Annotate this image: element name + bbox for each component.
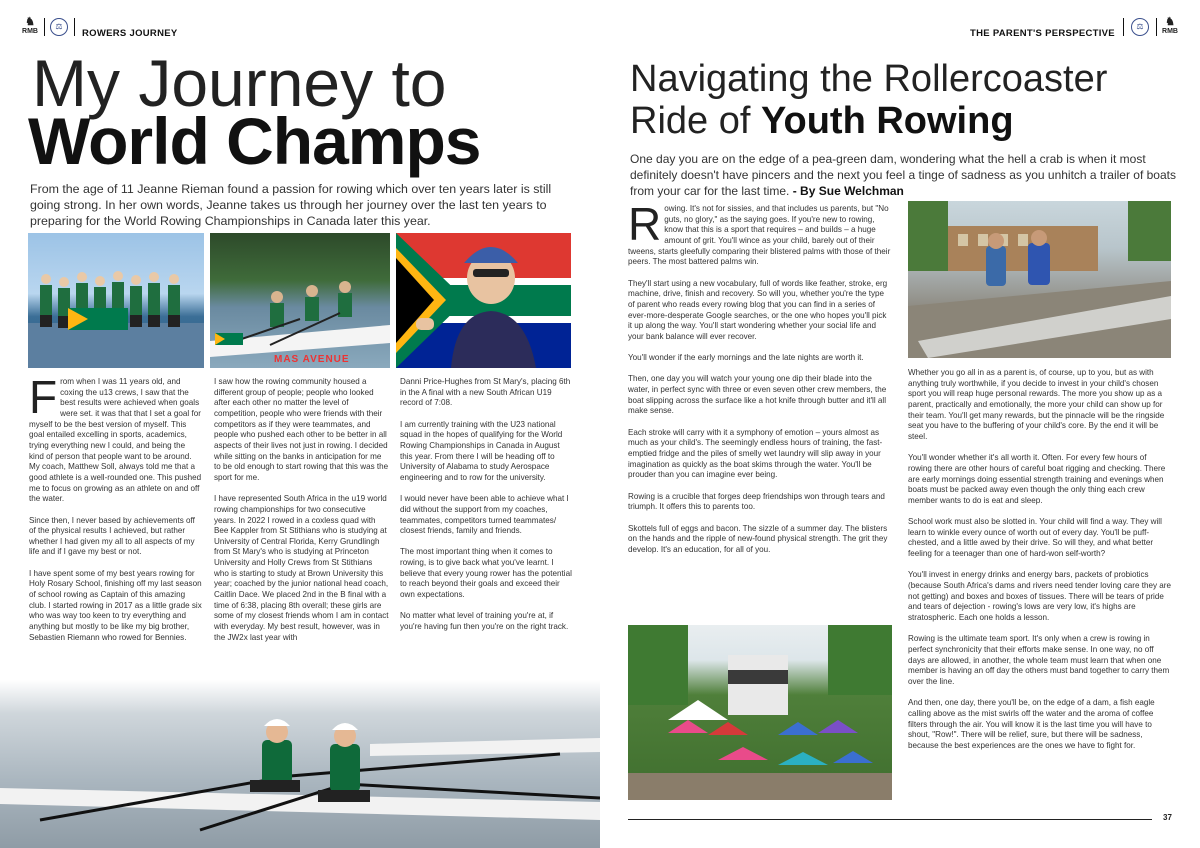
rmb-logo: ♞ RMB <box>22 16 38 35</box>
drop-cap: R <box>628 198 662 250</box>
paragraph: I am currently training with the U23 national squad in the hopes of qualifying for the World Rowing Championships in Canada in August this year. From there I will be heading off to University of Alabama to study Aerospace engineering and to row for the university. <box>400 419 563 482</box>
text-column-1 <box>628 198 892 566</box>
article-title-line1: My Journey to <box>32 46 447 120</box>
paragraph: Rowing is the ultimate team sport. It's only when a crew is rowing in perfect synchronicity that their efforts make sense. In one way, no off days are allowed, in another, the whole team must learn that when one member is having an off day the others must band together to carry them over the line. <box>908 634 1170 686</box>
paragraph: owing. It's not for sissies, and that includes us parents, but "No guts, no glory," as the saying goes. If you're new to rowing, know that this is a sport that requires – and builds – a huge amount of grit. You'll wince as your child, barely out of their tweens, starts gleefully comparing their blistered palms with those of their peers. The most battered palms win. <box>628 204 891 267</box>
rmb-logo: ♞ RMB <box>1162 16 1178 35</box>
footer-rule <box>628 819 1152 820</box>
sa-flag-backdrop <box>396 233 571 368</box>
text-column-3 <box>400 377 572 643</box>
boat-rigging-scene <box>908 201 1171 358</box>
paragraph: Each stroke will carry with it a symphony of emotion – yours almost as much as your child's. The seemingly endless hours of training, the fast-emptied fridge and the piles of smelly wet laundry will slip away in your imagination as quickly as the boat skims through the water. You'll be prouder than you can imagine ever being. <box>628 427 883 480</box>
drop-cap: F <box>29 371 58 423</box>
paragraph: School work must also be slotted in. Your child will find a way. They will learn to winkle every ounce of worth out of every day. You'll be puff-chested, and a little awed by their drive. So will they, and what better feeling for a teenager than one of hard-won self-worth? <box>908 517 1162 559</box>
paragraph: The most important thing when it comes to rowing, is to give back what you've learnt. I believe that every young rower has the potential to reach beyond their goals and exceed their own expectations. <box>400 547 572 600</box>
section-label: THE PARENT'S PERSPECTIVE <box>970 28 1115 39</box>
header-divider <box>1123 18 1124 36</box>
paragraph: Rowing is a crucible that forges deep friendships won through tears and triumph. It offers this to parents too. <box>628 491 885 512</box>
boat-rigging-photo <box>908 201 1171 358</box>
header-divider <box>1156 18 1157 36</box>
double-sculls-photo <box>0 680 600 848</box>
paragraph: You'll invest in energy drinks and energy bars, packets of probiotics (because South Africa's dams and rivers need tender loving care they are not getting) and boxes and boxes of tissues. There will be tears of pride and tears of dejection - rowing's lows are very low, it's highs are stratospheric. Each one holds a lesson. <box>908 570 1171 623</box>
article-title-line2: Ride of Youth Rowing <box>630 100 1014 142</box>
club-crest-icon: ⚖ <box>50 18 68 36</box>
paragraph: Whether you go all in as a parent is, of course, up to you, but as with anything truly worthwhile, if you decide to invest in your child's chosen sport you will reap huge personal rewards. The more you show up as a parent, practically and emotionally, the more your child can show up for their team. You'll get many rewards, but the pinnacle will be the ringside seat you have to the buffering of your child's core. By the end it will be steel. <box>908 368 1165 441</box>
article-title-line2: World Champs <box>28 104 481 178</box>
header-divider <box>74 18 75 36</box>
paragraph: They'll start using a new vocabulary, full of words like feather, stroke, erg machine, drive, finish and recovery. So will you, whether you're the type of parent who reads every rowing blog that you can find in a series of ever-more-desperate Google searches, or the one who hopes you'll pick it up along the way. You'll start wondering whether your social life and your bank balance will ever recover. <box>628 278 888 341</box>
photo-watermark: MAS AVENUE <box>274 354 350 365</box>
paragraph: I saw how the rowing community housed a different group of people; people who looked after each other no matter the level of competition, people who were friends with their competitors as if they were teammates, and people who pushed each other to be better in all aspects of their lives not just in rowing. I decided while sitting on the banks in anticipation for me to be old enough to start rowing that this was the sport for me. <box>214 377 389 482</box>
paragraph: You'll wonder whether it's all worth it. Often. For every few hours of rowing there are other hours of careful boat rigging and checking. There are early mornings doing essential strength training and evenings when boats must be packed away even though the only thing each crew member wants to do is eat and sleep. <box>908 453 1166 505</box>
header-divider <box>44 18 45 36</box>
paragraph: Skottels full of eggs and bacon. The sizzle of a summer day. The blisters on the hands and the ripple of new-found physical strength. The grit they develop. It's an education, for all of you. <box>628 523 888 554</box>
paragraph: No matter what level of training you're at, if you're having fun then you're on the right track. <box>400 611 569 632</box>
paragraph: Danni Price-Hughes from St Mary's, placing 6th in the A final with a new South African U19 record of 7:08. <box>400 377 571 408</box>
race-photo <box>210 233 390 368</box>
paragraph: I would never have been able to achieve what I did without the support from my coaches, teammates, competitors turned teammates/ closest friends, family and friends. <box>400 494 569 536</box>
page-number: 37 <box>1163 813 1172 822</box>
text-column-2 <box>908 368 1172 762</box>
text-column-2 <box>214 377 389 654</box>
paragraph: You'll wonder if the early mornings and the late nights are worth it. <box>628 353 864 363</box>
race-photo-boat <box>210 233 390 368</box>
text-column-1 <box>29 371 202 654</box>
article-title-highlight: Youth Rowing <box>760 100 1014 142</box>
regatta-scene <box>628 625 892 800</box>
club-crest-icon: ⚖ <box>1131 18 1149 36</box>
paragraph: I have spent some of my best years rowing for Holy Rosary School, finishing off my last season of school rowing as Captain of this amazing club. I started rowing in 2017 as a little grade six who was way too keen to try everything and anything but mostly to be like my big brother, Sebastien Riemann who rowed for Bennies. <box>29 568 202 642</box>
paragraph: rom when I was 11 years old, and coxing the u13 crews, I saw that the best results were achieved when goals were set. it was that that I set a goal for myself to be the best version of myself. This goal entailed excelling in sports, academics, trying everything new I could, and being the kind of person that people want to be around. My coach, Matthew Soll, always told me that a good athlete is a well-rounded one. This pushed me to focus on growing as an athlete on and off the water. <box>29 377 202 504</box>
team-photo <box>28 233 204 368</box>
double-sculls-scene <box>0 680 600 848</box>
byline: - By Sue Welchman <box>789 184 904 198</box>
paragraph: And then, one day, there you'll be, on the edge of a dam, a fish eagle calling above as the mist swirls off the water and the aroma of coffee filters through the air. You will know it is the last time you will have to shout, "Row!". There will be relief, sure, but there will be sadness, because the best experiences are the ones we have to fight for. <box>908 698 1155 750</box>
portrait-photo <box>396 233 571 368</box>
regatta-photo <box>628 625 892 800</box>
paragraph: Then, one day you will watch your young one dip their blade into the water, in perfect sync with three or even seven other crew members, the boat slipping across the surface like a hot knife through butter and it'll all make sense. <box>628 374 887 416</box>
right-page <box>600 0 1200 848</box>
paragraph: I have represented South Africa in the u19 world rowing championships for two consecutive years. In 2022 I rowed in a coxless quad with Bee Kappler from St Stithians who is studying at University of Central Florida, Kerry Grundlingh from St Mary's who is studying at Princeton University and Holly Crews from St Stithians who is starting to study at Brown University this year; coached by the junior national head coach, Caitlin Dace. We placed 2nd in the B final with a time of 6:38, placing 8th overall; these girls are some of my closest friends whom I am in contact with everyday. My best result, however, was in the JW2x last year with <box>214 494 389 642</box>
team-photo-figures <box>28 233 204 368</box>
article-title-line1: Navigating the Rollercoaster <box>630 58 1108 100</box>
article-intro: From the age of 11 Jeanne Rieman found a passion for rowing which over ten years later is still going strong. In her own words, Jeanne takes us through her journey over the last ten years to preparing for the World Rowing Championships in Canada later this year. <box>30 182 552 228</box>
paragraph: Since then, I never based by achievements off of the physical results I achieved, but rather whether I had given my all to all aspects of my life and if I gave my best or not. <box>29 515 195 557</box>
section-label: ROWERS JOURNEY <box>82 28 178 39</box>
article-intro: One day you are on the edge of a pea-green dam, wondering what the hell a crab is when it most definitely doesn't have pincers and the next you feel a tinge of sadness as you unhitch a trailer of boats from your car for the last time. - By Sue Welchman <box>630 152 1176 198</box>
